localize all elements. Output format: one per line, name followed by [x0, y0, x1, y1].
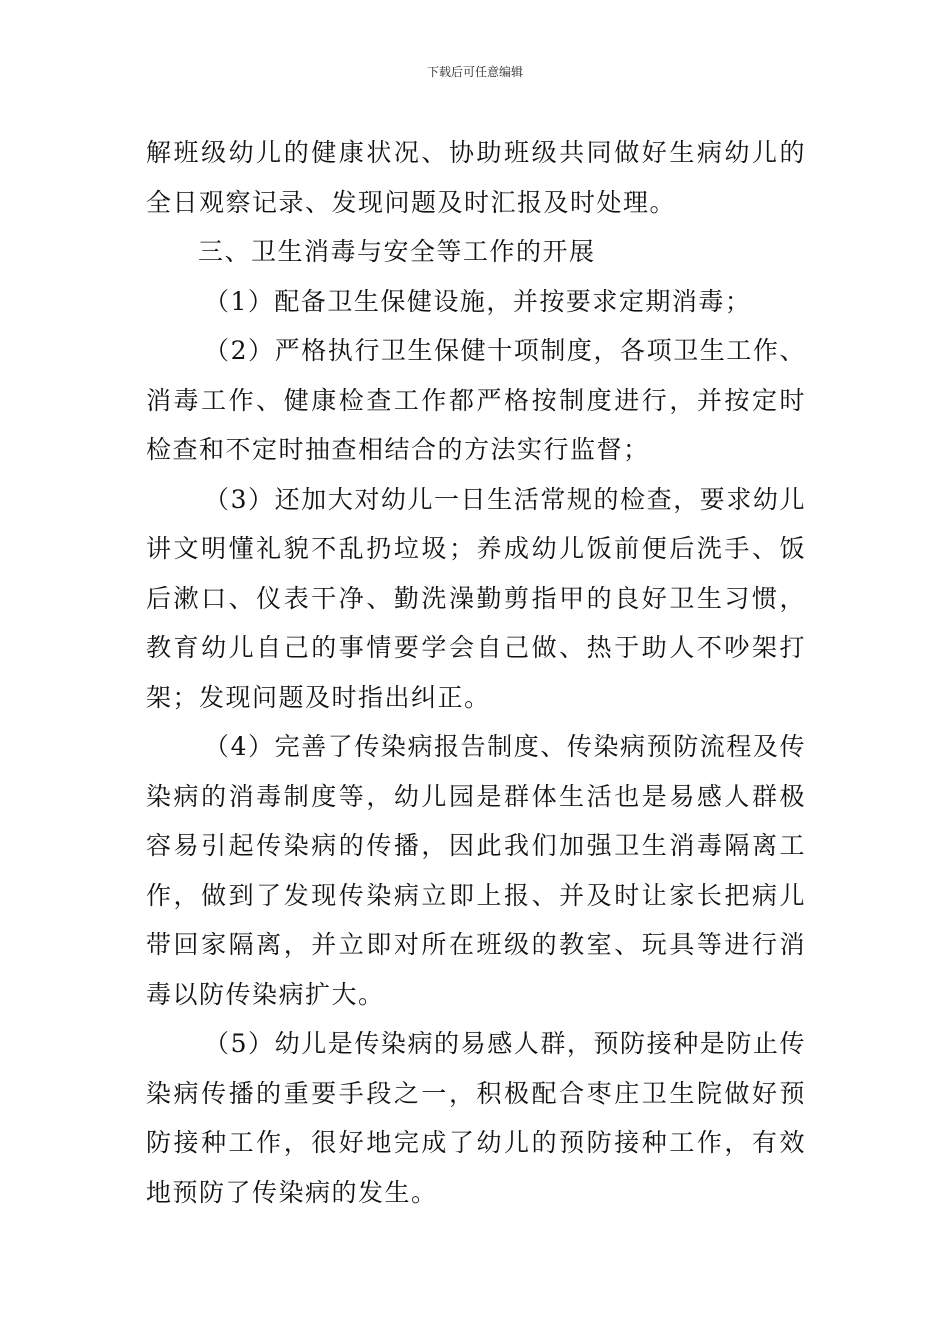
document-body — [146, 128, 806, 1217]
paragraph-item-5: （5）幼儿是传染病的易感人群，预防接种是防止传染病传播的重要手段之一，积极配合枣庄卫生院做好预防接种工作，很好地完成了幼儿的预防接种工作，有效地预防了传染病的发生。 — [146, 1029, 806, 1207]
paragraph-item-2: （2）严格执行卫生保健十项制度，各项卫生工作、消毒工作、健康检查工作都严格按制度进行，并按定时检查和不定时抽查相结合的方法实行监督； — [146, 336, 806, 464]
paragraph-item-4: （4）完善了传染病报告制度、传染病预防流程及传染病的消毒制度等，幼儿园是群体生活也是易感人群极容易引起传染病的传播，因此我们加强卫生消毒隔离工作，做到了发现传染病立即上报、并及时让家长把病儿带回家隔离，并立即对所在班级的教室、玩具等进行消毒以防传染病扩大。 — [146, 732, 806, 1009]
paragraph-continuation: 解班级幼儿的健康状况、协助班级共同做好生病幼儿的全日观察记录、发现问题及时汇报及时处理。 — [146, 138, 806, 217]
paragraph-item-1: （1）配备卫生保健设施，并按要求定期消毒； — [204, 286, 752, 316]
page-header: 下载后可任意编辑 — [426, 65, 523, 79]
paragraph-item-3: （3）还加大对幼儿一日生活常规的检查，要求幼儿讲文明懂礼貌不乱扔垃圾；养成幼儿饭前便后洗手、饭后漱口、仪表干净、勤洗澡勤剪指甲的良好卫生习惯，教育幼儿自己的事情要学会自己做、热于助人不吵架打架；发现问题及时指出纠正。 — [146, 484, 806, 712]
section-heading: 三、卫生消毒与安全等工作的开展 — [198, 237, 596, 266]
